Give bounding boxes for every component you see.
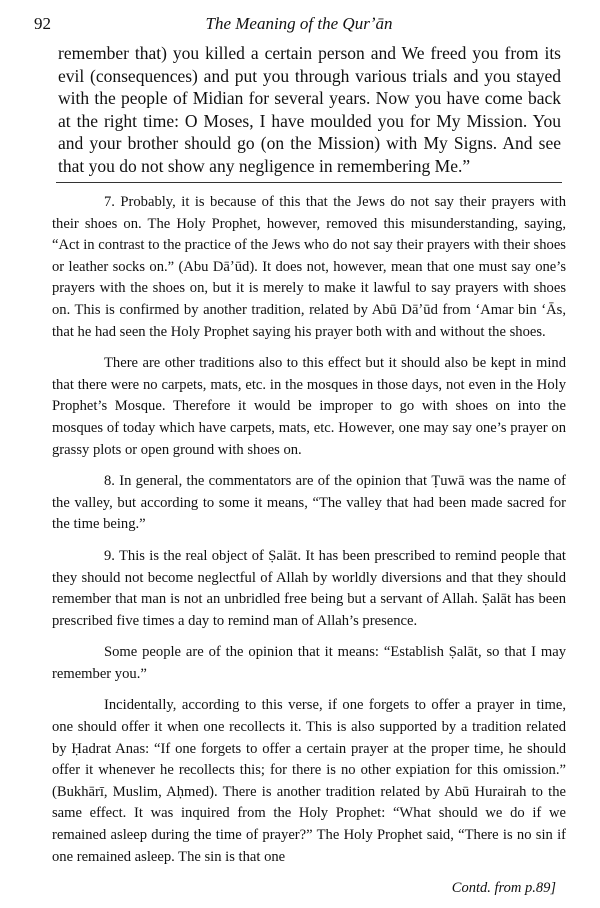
note-paragraph: 9. This is the real object of Ṣalāt. It has been prescribed to remind people that they should not become neglectful of Allah by worldly diversions and that they should remember that man is not an unbridled free being but a servant of Allah. Ṣalāt has been prescribed five times a day to remind man of Allah’s presence. <box>52 547 566 629</box>
page-header <box>34 14 564 38</box>
note-paragraph: Incidentally, according to this verse, if one forgets to offer a prayer in time, one should offer it when one recollects it. This is also supported by a tradition related by Ḥadrat Anas: “If one forgets to offer a certain prayer at the proper time, he should offer it whenever he recollects this; for there is no other expiation for this omission.” (Bukhārī, Muslim, Aḥmed). There is another tradition related by Abū Hurairah to the same effect. It was inquired from the Holy Prophet: “What should we do if we remained asleep during the time of prayer?” The Holy Prophet said, “There is no sin if one remained asleep. The sin is that one <box>52 697 566 865</box>
note-paragraph: 7. Probably, it is because of this that the Jews do not say their prayers with their shoes on. The Holy Prophet, however, removed this misunderstanding, saying, “Act in contrast to the practice of the Jews who do not say their prayers with their shoes or leather socks on.” (Abu Dāʼūd). It does not, however, mean that one must say one’s prayers with the shoes on, but it is merely to make it lawful to say prayers with shoes on. This is confirmed by another tradition, related by Abū Dāʼūd from ‘Amar bin ‘Ās, that he had seen the Holy Prophet saying his prayer both with and without the shoes. <box>52 194 566 340</box>
note-paragraph: Some people are of the opinion that it means: “Establish Ṣalāt, so that I may remember you.” <box>52 644 566 682</box>
footnote-divider <box>56 182 562 183</box>
verse-translation-text: remember that) you killed a certain person and We freed you from its evil (consequences) and put you through various trials and you stayed with the people of Midian for several years. Now you have come back at the right time: O Moses, I have moulded you for My Mission. You and your brother should go (on the Mission) with My Signs. And see that you do not show any negligence in remembering Me.” <box>58 43 561 176</box>
running-title: The Meaning of the Qurʼān <box>205 14 393 33</box>
commentary-notes <box>52 188 566 878</box>
note-paragraph: There are other traditions also to this effect but it should also be kept in mind that there were no carpets, mats, etc. in the mosques in those days, not even in the Holy Prophet’s Mosque. Therefore it would be improper to go with shoes on into the mosques of today which have carpets, mats, etc. However, one may say one’s prayer on grassy plots or open ground with shoes on. <box>52 355 566 458</box>
note-paragraph: 8. In general, the commentators are of the opinion that Ṭuwā was the name of the valley, but according to some it means, “The valley that had been made sacred for the time being.” <box>52 473 566 533</box>
continuation-note: Contd. from p.89] <box>451 880 556 896</box>
page-number: 92 <box>34 14 51 33</box>
